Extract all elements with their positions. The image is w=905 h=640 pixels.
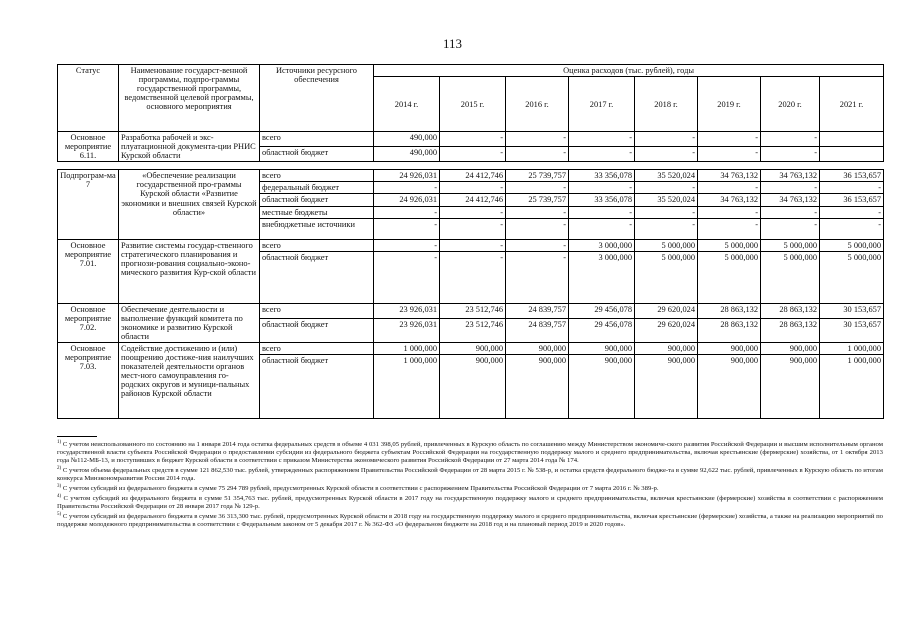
value-cell: 5 000,000 [635,239,698,251]
value-cell: 3 000,000 [569,239,635,251]
value-cell: - [698,182,761,194]
name-cell: Содействие достижению и (или) поощрению достиже-ния наилучших показателей деятельности органов мест-ного самоуправления го-родских округов и муници-пальных районов Курской области [119,343,260,419]
value-cell: 23 512,746 [440,319,506,343]
footnote [57,440,883,465]
value-cell: - [506,218,569,239]
value-cell: 29 620,024 [635,319,698,343]
header-year: 2015 г. [440,77,506,132]
source-cell: местные бюджеты [260,206,374,218]
value-cell: 900,000 [698,343,761,355]
status-cell: Подпрограм-ма 7 [58,170,119,239]
source-cell: всего [260,343,374,355]
value-cell: - [698,147,761,162]
footnote-text: С учетом неиспользованного по состоянию на 1 января 2014 года остатка федеральных средств в объеме 4 031 398,05 рублей, привлеченных в Курскую область по соглашению между Министерством экономиче-ского развития Российской Федерации и высшим исполнительным органом государственной власти субъекта Российской Федерации о предоставлении субсидии из федерального бюджета субъектам Российской Федерации на государственную поддержку малого и среднего предпринимательства, включая крестьянские (фермерские) хозяйства, от 1 октября 2013 года №112-МБ-13, и поступивших в бюджет Курской области в соответствии с приказом Министерства экономического развития Российской Федерации от 27 марта 2014 года № 174. [57,441,884,465]
value-cell: - [761,147,820,162]
value-cell: 5 000,000 [698,251,761,303]
value-cell: 900,000 [440,343,506,355]
value-cell: - [440,239,506,251]
value-cell: - [374,206,440,218]
gap-cell [58,162,884,170]
source-cell: внебюджетные источники [260,218,374,239]
value-cell: - [698,218,761,239]
value-cell: 23 926,031 [374,319,440,343]
page-number: 113 [442,36,463,51]
value-cell: 24 926,031 [374,194,440,206]
value-cell: - [569,132,635,147]
value-cell: 33 356,078 [569,170,635,182]
value-cell: 34 763,132 [698,194,761,206]
value-cell: 5 000,000 [698,239,761,251]
value-cell: - [569,182,635,194]
footnote [57,494,883,511]
value-cell: 25 739,757 [506,194,569,206]
value-cell: 24 839,757 [506,319,569,343]
value-cell: 490,000 [374,132,440,147]
header-year: 2021 г. [820,77,884,132]
value-cell: 900,000 [635,343,698,355]
value-cell: - [374,182,440,194]
value-cell: 5 000,000 [820,239,884,251]
footnote-mark: 2) [57,465,62,471]
table-row [58,303,884,319]
status-cell: Основное мероприятие 7.02. [58,303,119,342]
value-cell: 5 000,000 [635,251,698,303]
footnote-text: С учетом объема федеральных средств в сумме 121 862,530 тыс. рублей, утвержденных распоряжением Правительства Российской Федерации от 28 марта 2015 г. № 538-р, и остатка средств федерального бюдже-та в сумме 92,622 тыс. рублей, привлеченных в Курскую область по итогам конкурса Минэкономразвития России 2014 года. [57,467,884,483]
footnote-mark: 4) [57,494,62,500]
value-cell: 900,000 [506,343,569,355]
value-cell: 1 000,000 [820,355,884,419]
value-cell: - [761,206,820,218]
table-row [58,132,884,147]
source-cell: областной бюджет [260,319,374,343]
value-cell: 23 512,746 [440,303,506,319]
value-cell: - [506,147,569,162]
value-cell: - [569,206,635,218]
value-cell: 30 153,657 [820,319,884,343]
status-cell: Основное мероприятие 7.03. [58,343,119,419]
value-cell: - [440,251,506,303]
value-cell: 900,000 [440,355,506,419]
value-cell: - [569,218,635,239]
value-cell: 1 000,000 [374,343,440,355]
value-cell: 900,000 [761,343,820,355]
value-cell: - [374,251,440,303]
table-header [58,65,884,132]
footnote-text: С учетом субсидий из федерального бюджета в сумме 36 313,300 тыс. рублей, предусмотренных Курской области в 2018 году на государственную поддержку малого и среднего предпринимательства, включая крестьянские (фермерские) хозяйства, а также на реализацию мероприятий по поддержке молодежного предпринимательства в соответствии с Федеральным законом от 5 декабря 2017 г. № 362-ФЗ «О федеральном бюджете на 2018 год и на плановый период 2019 и 2020 годов». [57,513,884,529]
value-cell: - [440,206,506,218]
value-cell: - [635,206,698,218]
value-cell: - [569,147,635,162]
row-gap [58,162,884,170]
header-status: Статус [58,65,119,132]
value-cell: 35 520,024 [635,170,698,182]
value-cell: 34 763,132 [761,194,820,206]
value-cell: 29 456,078 [569,319,635,343]
value-cell: 24 926,031 [374,170,440,182]
header-year: 2017 г. [569,77,635,132]
value-cell: 24 839,757 [506,303,569,319]
footnote [57,484,883,493]
footnote-text: С учетом субсидий из федерального бюджета в сумме 75 294 789 рублей, предусмотренных Курской области в соответствии с распоряжением Правительства Российской Федерации от 7 марта 2016 г. № 389-р. [62,485,659,493]
value-cell: 30 153,657 [820,303,884,319]
name-cell: Разработка рабочей и экс-плуатационной документа-ции РНИС Курской области [119,132,260,162]
header-name: Наименование государст-венной программы, подпро-граммы государственной программы, ведомственной целевой программы, основного мероприятия [119,65,260,132]
footnote-text: С учетом субсидий из федерального бюджета в сумме 51 354,763 тыс. рублей, предусмотренных Курской области в 2017 году на государственную поддержку малого и среднего предпринимательства, включая крестьянские (фермерские) хозяйства в соответствии с распоряжением Правительства Российской Федерации от 28 января 2017 года № 129-р. [57,495,883,511]
value-cell: - [635,147,698,162]
value-cell: 1 000,000 [374,355,440,419]
value-cell: 900,000 [635,355,698,419]
table-row [58,170,884,182]
value-cell: - [820,206,884,218]
source-cell: областной бюджет [260,355,374,419]
value-cell: - [698,206,761,218]
source-cell: областной бюджет [260,194,374,206]
value-cell: - [506,251,569,303]
value-cell: 24 412,746 [440,170,506,182]
name-cell: Обеспечение деятельности и выполнение функций комитета по экономике и развитию Курской области [119,303,260,342]
source-cell: всего [260,132,374,147]
value-cell: 25 739,757 [506,170,569,182]
value-cell: 29 620,024 [635,303,698,319]
footnote-list [57,440,883,529]
value-cell: - [635,218,698,239]
value-cell: 34 763,132 [698,170,761,182]
value-cell: - [698,132,761,147]
header-year: 2020 г. [761,77,820,132]
value-cell: 900,000 [569,355,635,419]
footnote [57,512,883,529]
value-cell: - [635,132,698,147]
footnote-mark: 1) [57,440,62,445]
value-cell: - [820,218,884,239]
name-cell: Развитие системы государ-ственного стратегического планирования и прогнози-рования социально-эконо-мического развития Кур-ской области [119,239,260,303]
footnote-mark: 5) [57,512,62,518]
value-cell: - [506,239,569,251]
value-cell: - [440,132,506,147]
value-cell: 490,000 [374,147,440,162]
value-cell: 5 000,000 [761,251,820,303]
value-cell: - [820,182,884,194]
value-cell: - [761,218,820,239]
value-cell: 28 863,132 [761,319,820,343]
value-cell: - [506,132,569,147]
value-cell: - [440,218,506,239]
header-year: 2016 г. [506,77,569,132]
footnote [57,466,883,483]
value-cell [820,147,884,162]
value-cell: 36 153,657 [820,194,884,206]
source-cell: всего [260,170,374,182]
value-cell: - [506,182,569,194]
status-cell: Основное мероприятие 6.11. [58,132,119,162]
value-cell [820,132,884,147]
value-cell: 29 456,078 [569,303,635,319]
value-cell: - [374,218,440,239]
header-year: 2014 г. [374,77,440,132]
value-cell: 35 520,024 [635,194,698,206]
value-cell: 28 863,132 [761,303,820,319]
value-cell: - [761,132,820,147]
table-row [58,239,884,251]
value-cell: - [506,206,569,218]
name-cell: «Обеспечение реализации государственной про-граммы Курской области «Развитие экономики и внешних связей Курской области» [119,170,260,239]
footnote-mark: 3) [57,484,62,489]
value-cell: - [440,182,506,194]
header-year: 2019 г. [698,77,761,132]
footnote-divider [57,436,97,437]
value-cell: 3 000,000 [569,251,635,303]
value-cell: - [374,239,440,251]
value-cell: 900,000 [698,355,761,419]
source-cell: областной бюджет [260,251,374,303]
value-cell: 900,000 [569,343,635,355]
table-row [58,343,884,355]
value-cell: 900,000 [761,355,820,419]
value-cell: 28 863,132 [698,319,761,343]
footnotes [57,436,883,530]
value-cell: 28 863,132 [698,303,761,319]
value-cell: 24 412,746 [440,194,506,206]
table-body [58,132,884,419]
value-cell: 36 153,657 [820,170,884,182]
budget-table [57,64,884,419]
source-cell: федеральный бюджет [260,182,374,194]
value-cell: 34 763,132 [761,170,820,182]
source-cell: всего [260,303,374,319]
value-cell: 23 926,031 [374,303,440,319]
status-cell: Основное мероприятие 7.01. [58,239,119,303]
value-cell: 1 000,000 [820,343,884,355]
value-cell: - [761,182,820,194]
value-cell: 5 000,000 [761,239,820,251]
header-sources: Источники ресурсного обеспечения [260,65,374,132]
value-cell: - [440,147,506,162]
header-estimate: Оценка расходов (тыс. рублей), годы [374,65,884,77]
value-cell: 900,000 [506,355,569,419]
value-cell: 33 356,078 [569,194,635,206]
value-cell: - [635,182,698,194]
value-cell: 5 000,000 [820,251,884,303]
source-cell: всего [260,239,374,251]
source-cell: областной бюджет [260,147,374,162]
header-year: 2018 г. [635,77,698,132]
